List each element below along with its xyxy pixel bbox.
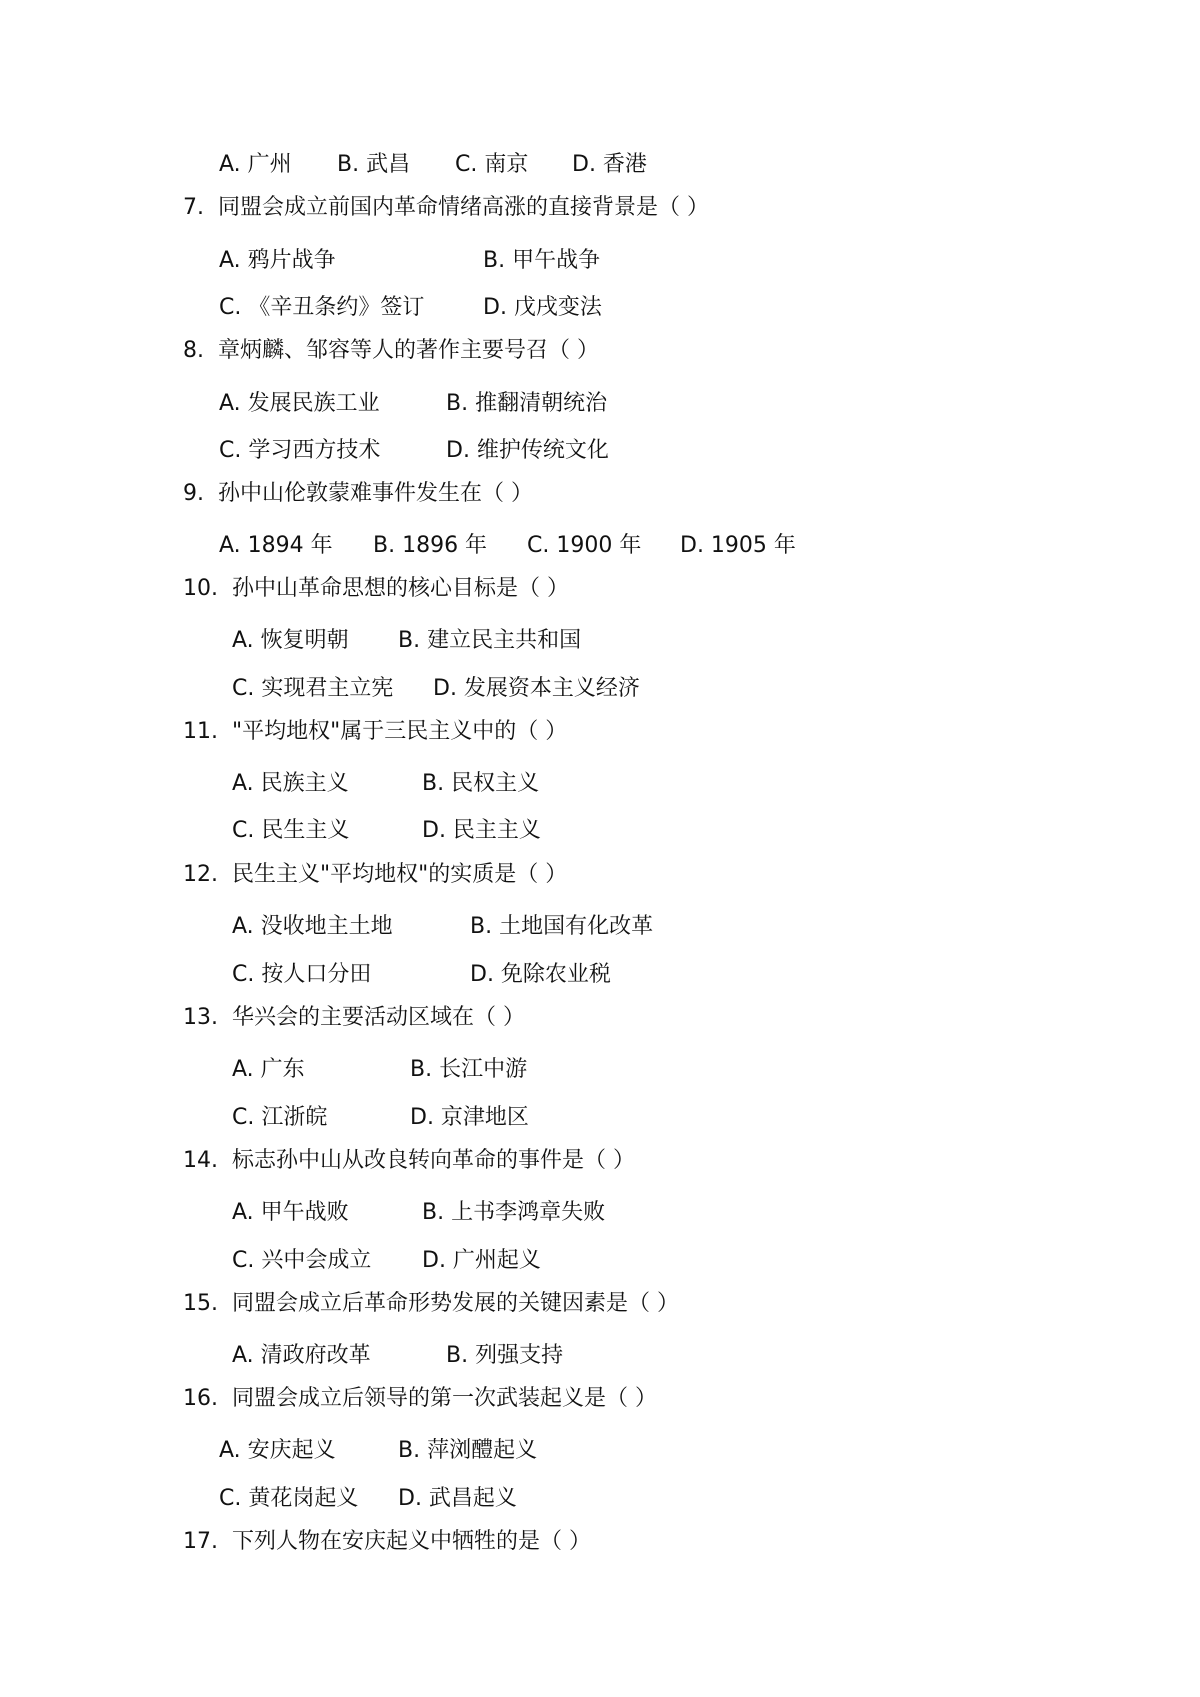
q7-option-c: C. 《辛丑条约》签订 <box>219 295 425 320</box>
question-14 <box>183 1146 635 1176</box>
q15-option-a: A. 清政府改革 <box>232 1343 371 1368</box>
question-number: 12. <box>183 862 218 887</box>
question-11 <box>183 717 567 747</box>
q12-option-a: A. 没收地主土地 <box>232 914 393 939</box>
q12-option-d: D. 免除农业税 <box>470 962 611 987</box>
question-number: 16. <box>183 1386 218 1411</box>
question-7 <box>183 193 709 223</box>
question-number: 7. <box>183 195 204 220</box>
q7-option-d: D. 戊戌变法 <box>483 295 602 320</box>
q10-option-c: C. 实现君主立宪 <box>232 676 394 701</box>
q16-option-c: C. 黄花岗起义 <box>219 1486 359 1511</box>
q14-option-d: D. 广州起义 <box>422 1248 541 1273</box>
q11-option-a: A. 民族主义 <box>232 771 349 796</box>
question-number: 15. <box>183 1291 218 1316</box>
q6-option-c: C. 南京 <box>455 152 529 177</box>
question-text: 孙中山革命思想的核心目标是（ ） <box>232 576 569 601</box>
question-text: 孙中山伦敦蒙难事件发生在（ ） <box>218 481 533 506</box>
question-number: 17. <box>183 1529 218 1554</box>
q8-option-b: B. 推翻清朝统治 <box>446 391 608 416</box>
q10-option-d: D. 发展资本主义经济 <box>433 676 640 701</box>
q14-option-a: A. 甲午战败 <box>232 1200 349 1225</box>
q8-option-c: C. 学习西方技术 <box>219 438 381 463</box>
question-8 <box>183 336 599 366</box>
q10-option-a: A. 恢复明朝 <box>232 628 349 653</box>
question-text: "平均地权"属于三民主义中的（ ） <box>232 719 568 744</box>
q15-option-b: B. 列强支持 <box>446 1343 564 1368</box>
q6-option-a: A. 广州 <box>219 152 292 177</box>
question-number: 8. <box>183 338 204 363</box>
question-16 <box>183 1384 657 1414</box>
question-text: 同盟会成立前国内革命情绪高涨的直接背景是（ ） <box>218 195 709 220</box>
q8-option-a: A. 发展民族工业 <box>219 391 380 416</box>
question-12 <box>183 860 567 890</box>
q10-option-b: B. 建立民主共和国 <box>398 628 582 653</box>
question-text: 同盟会成立后革命形势发展的关键因素是（ ） <box>232 1291 679 1316</box>
question-number: 14. <box>183 1148 218 1173</box>
q11-option-b: B. 民权主义 <box>422 771 540 796</box>
question-13 <box>183 1003 525 1033</box>
q7-option-a: A. 鸦片战争 <box>219 248 336 273</box>
q13-option-d: D. 京津地区 <box>410 1105 529 1130</box>
question-15 <box>183 1289 679 1319</box>
q13-option-a: A. 广东 <box>232 1057 305 1082</box>
question-text: 华兴会的主要活动区域在（ ） <box>232 1005 525 1030</box>
q9-option-c: C. 1900 年 <box>527 533 642 558</box>
q7-option-b: B. 甲午战争 <box>483 248 601 273</box>
q16-option-d: D. 武昌起义 <box>398 1486 517 1511</box>
q13-option-c: C. 江浙皖 <box>232 1105 328 1130</box>
q12-option-c: C. 按人口分田 <box>232 962 372 987</box>
q16-option-a: A. 安庆起义 <box>219 1438 336 1463</box>
question-9 <box>183 479 533 509</box>
q14-option-b: B. 上书李鸿章失败 <box>422 1200 606 1225</box>
question-text: 标志孙中山从改良转向革命的事件是（ ） <box>232 1148 635 1173</box>
q12-option-b: B. 土地国有化改革 <box>470 914 654 939</box>
question-text: 章炳麟、邹容等人的著作主要号召（ ） <box>218 338 599 363</box>
q6-option-b: B. 武昌 <box>337 152 411 177</box>
q9-option-a: A. 1894 年 <box>219 533 333 558</box>
question-number: 11. <box>183 719 218 744</box>
q13-option-b: B. 长江中游 <box>410 1057 528 1082</box>
q8-option-d: D. 维护传统文化 <box>446 438 609 463</box>
q11-option-c: C. 民生主义 <box>232 818 350 843</box>
question-text: 同盟会成立后领导的第一次武装起义是（ ） <box>232 1386 657 1411</box>
q9-option-d: D. 1905 年 <box>680 533 796 558</box>
question-text: 下列人物在安庆起义中牺牲的是（ ） <box>232 1529 591 1554</box>
question-number: 13. <box>183 1005 218 1030</box>
q6-option-d: D. 香港 <box>572 152 647 177</box>
question-number: 10. <box>183 576 218 601</box>
q14-option-c: C. 兴中会成立 <box>232 1248 372 1273</box>
question-17 <box>183 1527 591 1557</box>
question-10 <box>183 574 569 604</box>
question-number: 9. <box>183 481 204 506</box>
q9-option-b: B. 1896 年 <box>373 533 488 558</box>
question-text: 民生主义"平均地权"的实质是（ ） <box>232 862 568 887</box>
q11-option-d: D. 民主主义 <box>422 818 541 843</box>
q16-option-b: B. 萍浏醴起义 <box>398 1438 538 1463</box>
